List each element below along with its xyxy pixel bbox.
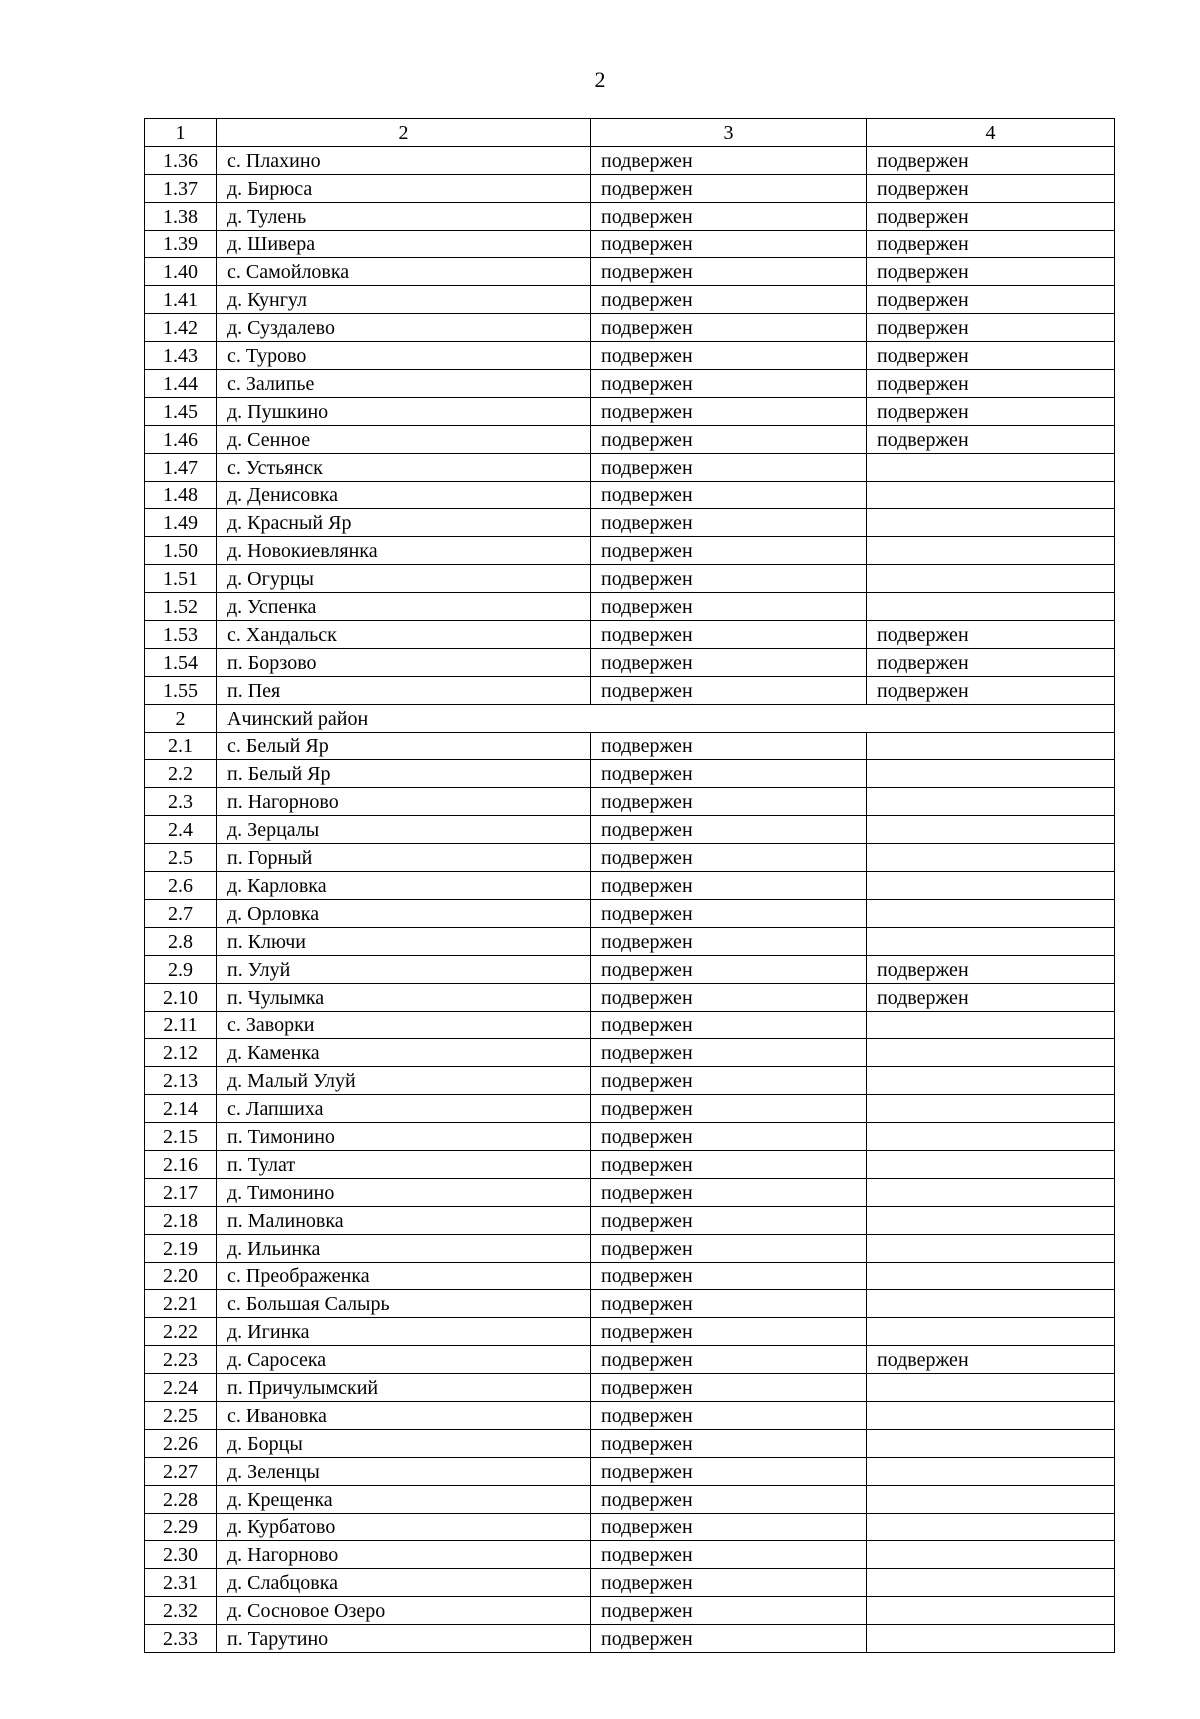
column-4-cell: подвержен [867, 1346, 1115, 1374]
column-3-cell: подвержен [591, 1485, 867, 1513]
settlement-name-cell: д. Тимонино [217, 1178, 591, 1206]
settlement-name-cell: д. Сосновое Озеро [217, 1597, 591, 1625]
column-3-cell: подвержен [591, 676, 867, 704]
settlement-name-cell: п. Причулымский [217, 1374, 591, 1402]
settlement-name-cell: д. Саросека [217, 1346, 591, 1374]
column-3-cell: подвержен [591, 844, 867, 872]
column-4-cell: подвержен [867, 983, 1115, 1011]
table-row [145, 565, 1115, 593]
table-header-row [145, 119, 1115, 147]
column-4-cell: подвержен [867, 286, 1115, 314]
table-row [145, 1429, 1115, 1457]
column-4-cell: подвержен [867, 202, 1115, 230]
column-4-cell [867, 1541, 1115, 1569]
table-row [145, 983, 1115, 1011]
table-row [145, 1234, 1115, 1262]
header-cell-2: 2 [217, 119, 591, 147]
column-3-cell: подвержен [591, 1178, 867, 1206]
column-4-cell [867, 1290, 1115, 1318]
column-4-cell: подвержен [867, 955, 1115, 983]
row-number-cell: 2.18 [145, 1206, 217, 1234]
row-number-cell: 2.15 [145, 1123, 217, 1151]
column-3-cell: подвержен [591, 202, 867, 230]
column-3-cell: подвержен [591, 342, 867, 370]
table-row [145, 1290, 1115, 1318]
column-3-cell: подвержен [591, 1123, 867, 1151]
row-number-cell: 2.1 [145, 732, 217, 760]
column-3-cell: подвержен [591, 370, 867, 398]
column-3-cell: подвержен [591, 537, 867, 565]
settlement-name-cell: д. Сенное [217, 425, 591, 453]
settlement-name-cell: д. Тулень [217, 202, 591, 230]
row-number-cell: 2.16 [145, 1150, 217, 1178]
column-3-cell: подвержен [591, 1569, 867, 1597]
row-number-cell: 1.51 [145, 565, 217, 593]
table-row [145, 788, 1115, 816]
settlements-table [144, 118, 1115, 1653]
column-3-cell: подвержен [591, 258, 867, 286]
column-4-cell [867, 481, 1115, 509]
table-row [145, 648, 1115, 676]
table-row [145, 1262, 1115, 1290]
row-number-cell: 1.38 [145, 202, 217, 230]
table-row [145, 230, 1115, 258]
column-3-cell: подвержен [591, 872, 867, 900]
table-row [145, 1150, 1115, 1178]
settlement-name-cell: д. Денисовка [217, 481, 591, 509]
column-3-cell: подвержен [591, 927, 867, 955]
column-4-cell: подвержен [867, 676, 1115, 704]
column-3-cell: подвержен [591, 1429, 867, 1457]
table-body [145, 119, 1115, 1653]
column-3-cell: подвержен [591, 425, 867, 453]
column-4-cell [867, 788, 1115, 816]
settlement-name-cell: д. Пушкино [217, 397, 591, 425]
table-row [145, 202, 1115, 230]
settlement-name-cell: д. Новокиевлянка [217, 537, 591, 565]
column-4-cell [867, 1429, 1115, 1457]
column-4-cell: подвержен [867, 314, 1115, 342]
row-number-cell: 2.33 [145, 1625, 217, 1653]
table-row [145, 872, 1115, 900]
settlement-name-cell: д. Курбатово [217, 1513, 591, 1541]
row-number-cell: 2.28 [145, 1485, 217, 1513]
table-row [145, 146, 1115, 174]
settlement-name-cell: д. Зеленцы [217, 1457, 591, 1485]
column-4-cell: подвержен [867, 425, 1115, 453]
column-4-cell: подвержен [867, 397, 1115, 425]
table-row [145, 899, 1115, 927]
row-number-cell: 2.25 [145, 1401, 217, 1429]
settlement-name-cell: д. Малый Улуй [217, 1067, 591, 1095]
column-3-cell: подвержен [591, 1011, 867, 1039]
column-4-cell [867, 1039, 1115, 1067]
section-title-cell: Ачинский район [217, 704, 1115, 732]
page-number: 2 [594, 67, 606, 92]
settlement-name-cell: д. Карловка [217, 872, 591, 900]
column-3-cell: подвержен [591, 286, 867, 314]
column-4-cell: подвержен [867, 621, 1115, 649]
column-3-cell: подвержен [591, 788, 867, 816]
table-row [145, 397, 1115, 425]
header-cell-3: 3 [591, 119, 867, 147]
row-number-cell: 2.32 [145, 1597, 217, 1625]
column-3-cell: подвержен [591, 1401, 867, 1429]
column-3-cell: подвержен [591, 1206, 867, 1234]
column-4-cell [867, 1234, 1115, 1262]
table-row [145, 1039, 1115, 1067]
row-number-cell: 1.39 [145, 230, 217, 258]
column-4-cell [867, 899, 1115, 927]
column-4-cell: подвержен [867, 146, 1115, 174]
row-number-cell: 2.13 [145, 1067, 217, 1095]
settlement-name-cell: д. Слабцовка [217, 1569, 591, 1597]
row-number-cell: 2.11 [145, 1011, 217, 1039]
settlement-name-cell: с. Ивановка [217, 1401, 591, 1429]
row-number-cell: 2.6 [145, 872, 217, 900]
table-row [145, 927, 1115, 955]
table-row [145, 844, 1115, 872]
column-4-cell [867, 1625, 1115, 1653]
table-row [145, 732, 1115, 760]
row-number-cell: 2.4 [145, 816, 217, 844]
column-4-cell [867, 593, 1115, 621]
table-row [145, 481, 1115, 509]
column-4-cell [867, 872, 1115, 900]
table-row [145, 1513, 1115, 1541]
settlement-name-cell: п. Борзово [217, 648, 591, 676]
column-4-cell [867, 732, 1115, 760]
row-number-cell: 2 [145, 704, 217, 732]
row-number-cell: 1.44 [145, 370, 217, 398]
column-3-cell: подвержен [591, 1374, 867, 1402]
table-row [145, 1625, 1115, 1653]
settlement-name-cell: п. Улуй [217, 955, 591, 983]
column-4-cell [867, 1011, 1115, 1039]
row-number-cell: 2.27 [145, 1457, 217, 1485]
row-number-cell: 2.12 [145, 1039, 217, 1067]
column-4-cell [867, 453, 1115, 481]
row-number-cell: 2.20 [145, 1262, 217, 1290]
column-4-cell [867, 760, 1115, 788]
column-4-cell [867, 1485, 1115, 1513]
settlement-name-cell: с. Белый Яр [217, 732, 591, 760]
table-row [145, 1401, 1115, 1429]
row-number-cell: 1.54 [145, 648, 217, 676]
row-number-cell: 1.40 [145, 258, 217, 286]
row-number-cell: 2.10 [145, 983, 217, 1011]
table-row [145, 314, 1115, 342]
settlement-name-cell: п. Пея [217, 676, 591, 704]
row-number-cell: 2.3 [145, 788, 217, 816]
settlement-name-cell: п. Чулымка [217, 983, 591, 1011]
row-number-cell: 1.48 [145, 481, 217, 509]
header-cell-4: 4 [867, 119, 1115, 147]
row-number-cell: 2.22 [145, 1318, 217, 1346]
column-3-cell: подвержен [591, 1262, 867, 1290]
row-number-cell: 2.5 [145, 844, 217, 872]
settlement-name-cell: с. Хандальск [217, 621, 591, 649]
column-4-cell [867, 844, 1115, 872]
row-number-cell: 2.23 [145, 1346, 217, 1374]
row-number-cell: 2.24 [145, 1374, 217, 1402]
column-3-cell: подвержен [591, 146, 867, 174]
settlement-name-cell: д. Успенка [217, 593, 591, 621]
settlement-name-cell: д. Суздалево [217, 314, 591, 342]
column-3-cell: подвержен [591, 955, 867, 983]
table-row [145, 1346, 1115, 1374]
column-4-cell [867, 1597, 1115, 1625]
column-3-cell: подвержен [591, 1318, 867, 1346]
settlement-name-cell: с. Заворки [217, 1011, 591, 1039]
row-number-cell: 2.2 [145, 760, 217, 788]
row-number-cell: 2.9 [145, 955, 217, 983]
settlement-name-cell: д. Красный Яр [217, 509, 591, 537]
column-3-cell: подвержен [591, 397, 867, 425]
column-4-cell [867, 509, 1115, 537]
row-number-cell: 2.31 [145, 1569, 217, 1597]
settlement-name-cell: п. Белый Яр [217, 760, 591, 788]
settlement-name-cell: с. Залипье [217, 370, 591, 398]
settlement-name-cell: п. Тарутино [217, 1625, 591, 1653]
table-row [145, 174, 1115, 202]
settlement-name-cell: д. Бирюса [217, 174, 591, 202]
column-3-cell: подвержен [591, 1513, 867, 1541]
column-4-cell [867, 1513, 1115, 1541]
column-4-cell [867, 1569, 1115, 1597]
column-3-cell: подвержен [591, 314, 867, 342]
column-3-cell: подвержен [591, 230, 867, 258]
table-row [145, 1067, 1115, 1095]
column-4-cell [867, 927, 1115, 955]
column-4-cell [867, 537, 1115, 565]
table-row [145, 593, 1115, 621]
settlement-name-cell: с. Турово [217, 342, 591, 370]
settlement-name-cell: д. Огурцы [217, 565, 591, 593]
settlement-name-cell: д. Орловка [217, 899, 591, 927]
column-3-cell: подвержен [591, 453, 867, 481]
column-3-cell: подвержен [591, 1597, 867, 1625]
row-number-cell: 1.43 [145, 342, 217, 370]
column-4-cell [867, 1262, 1115, 1290]
settlement-name-cell: д. Каменка [217, 1039, 591, 1067]
column-3-cell: подвержен [591, 1150, 867, 1178]
table-row [145, 1178, 1115, 1206]
row-number-cell: 1.49 [145, 509, 217, 537]
table-row [145, 1541, 1115, 1569]
row-number-cell: 2.29 [145, 1513, 217, 1541]
column-4-cell: подвержен [867, 648, 1115, 676]
table-row [145, 621, 1115, 649]
row-number-cell: 2.30 [145, 1541, 217, 1569]
row-number-cell: 2.8 [145, 927, 217, 955]
settlement-name-cell: с. Преображенка [217, 1262, 591, 1290]
row-number-cell: 1.50 [145, 537, 217, 565]
column-4-cell [867, 1178, 1115, 1206]
column-4-cell: подвержен [867, 258, 1115, 286]
column-3-cell: подвержен [591, 983, 867, 1011]
settlement-name-cell: д. Игинка [217, 1318, 591, 1346]
table-row [145, 1318, 1115, 1346]
column-4-cell [867, 1150, 1115, 1178]
column-4-cell [867, 1123, 1115, 1151]
table-row [145, 816, 1115, 844]
settlement-name-cell: д. Шивера [217, 230, 591, 258]
settlement-name-cell: д. Нагорново [217, 1541, 591, 1569]
settlement-name-cell: п. Малиновка [217, 1206, 591, 1234]
row-number-cell: 1.46 [145, 425, 217, 453]
settlement-name-cell: с. Плахино [217, 146, 591, 174]
row-number-cell: 1.52 [145, 593, 217, 621]
column-3-cell: подвержен [591, 1541, 867, 1569]
settlement-name-cell: п. Нагорново [217, 788, 591, 816]
column-3-cell: подвержен [591, 593, 867, 621]
table-row [145, 1123, 1115, 1151]
settlement-name-cell: п. Горный [217, 844, 591, 872]
settlement-name-cell: п. Ключи [217, 927, 591, 955]
row-number-cell: 2.7 [145, 899, 217, 927]
header-cell-1: 1 [145, 119, 217, 147]
column-3-cell: подвержен [591, 1234, 867, 1262]
column-4-cell [867, 565, 1115, 593]
section-row [145, 704, 1115, 732]
row-number-cell: 1.45 [145, 397, 217, 425]
table-row [145, 955, 1115, 983]
settlement-name-cell: п. Тулат [217, 1150, 591, 1178]
table-row [145, 1095, 1115, 1123]
column-4-cell [867, 1095, 1115, 1123]
settlement-name-cell: д. Зерцалы [217, 816, 591, 844]
column-3-cell: подвержен [591, 481, 867, 509]
column-4-cell [867, 1067, 1115, 1095]
row-number-cell: 1.36 [145, 146, 217, 174]
row-number-cell: 1.41 [145, 286, 217, 314]
settlement-name-cell: с. Самойловка [217, 258, 591, 286]
column-3-cell: подвержен [591, 509, 867, 537]
row-number-cell: 1.53 [145, 621, 217, 649]
table-row [145, 286, 1115, 314]
table-row [145, 1374, 1115, 1402]
column-4-cell [867, 1401, 1115, 1429]
table-row [145, 258, 1115, 286]
row-number-cell: 2.14 [145, 1095, 217, 1123]
row-number-cell: 2.26 [145, 1429, 217, 1457]
column-3-cell: подвержен [591, 565, 867, 593]
column-4-cell: подвержен [867, 370, 1115, 398]
column-3-cell: подвержен [591, 1346, 867, 1374]
row-number-cell: 2.17 [145, 1178, 217, 1206]
table-row [145, 453, 1115, 481]
table-row [145, 676, 1115, 704]
settlement-name-cell: д. Ильинка [217, 1234, 591, 1262]
table-row [145, 1485, 1115, 1513]
table-row [145, 537, 1115, 565]
settlement-name-cell: д. Кунгул [217, 286, 591, 314]
column-3-cell: подвержен [591, 732, 867, 760]
settlement-name-cell: д. Крещенка [217, 1485, 591, 1513]
row-number-cell: 1.47 [145, 453, 217, 481]
column-4-cell [867, 1206, 1115, 1234]
column-3-cell: подвержен [591, 1067, 867, 1095]
table-row [145, 1206, 1115, 1234]
table-row [145, 1569, 1115, 1597]
column-4-cell: подвержен [867, 230, 1115, 258]
row-number-cell: 1.55 [145, 676, 217, 704]
settlement-name-cell: с. Устьянск [217, 453, 591, 481]
settlement-name-cell: д. Борцы [217, 1429, 591, 1457]
column-4-cell [867, 1318, 1115, 1346]
row-number-cell: 1.37 [145, 174, 217, 202]
column-3-cell: подвержен [591, 621, 867, 649]
column-3-cell: подвержен [591, 1457, 867, 1485]
table-row [145, 342, 1115, 370]
table-row [145, 1457, 1115, 1485]
column-3-cell: подвержен [591, 1039, 867, 1067]
column-4-cell [867, 816, 1115, 844]
column-3-cell: подвержен [591, 1095, 867, 1123]
column-3-cell: подвержен [591, 760, 867, 788]
table-row [145, 370, 1115, 398]
table-row [145, 760, 1115, 788]
column-3-cell: подвержен [591, 816, 867, 844]
table-row [145, 425, 1115, 453]
column-3-cell: подвержен [591, 899, 867, 927]
settlement-name-cell: п. Тимонино [217, 1123, 591, 1151]
table-row [145, 1597, 1115, 1625]
table-row [145, 509, 1115, 537]
column-4-cell: подвержен [867, 342, 1115, 370]
column-3-cell: подвержен [591, 1290, 867, 1318]
column-3-cell: подвержен [591, 1625, 867, 1653]
table-row [145, 1011, 1115, 1039]
column-3-cell: подвержен [591, 174, 867, 202]
row-number-cell: 2.19 [145, 1234, 217, 1262]
column-3-cell: подвержен [591, 648, 867, 676]
settlement-name-cell: с. Большая Салырь [217, 1290, 591, 1318]
column-4-cell [867, 1457, 1115, 1485]
settlement-name-cell: с. Лапшиха [217, 1095, 591, 1123]
row-number-cell: 2.21 [145, 1290, 217, 1318]
column-4-cell [867, 1374, 1115, 1402]
column-4-cell: подвержен [867, 174, 1115, 202]
row-number-cell: 1.42 [145, 314, 217, 342]
